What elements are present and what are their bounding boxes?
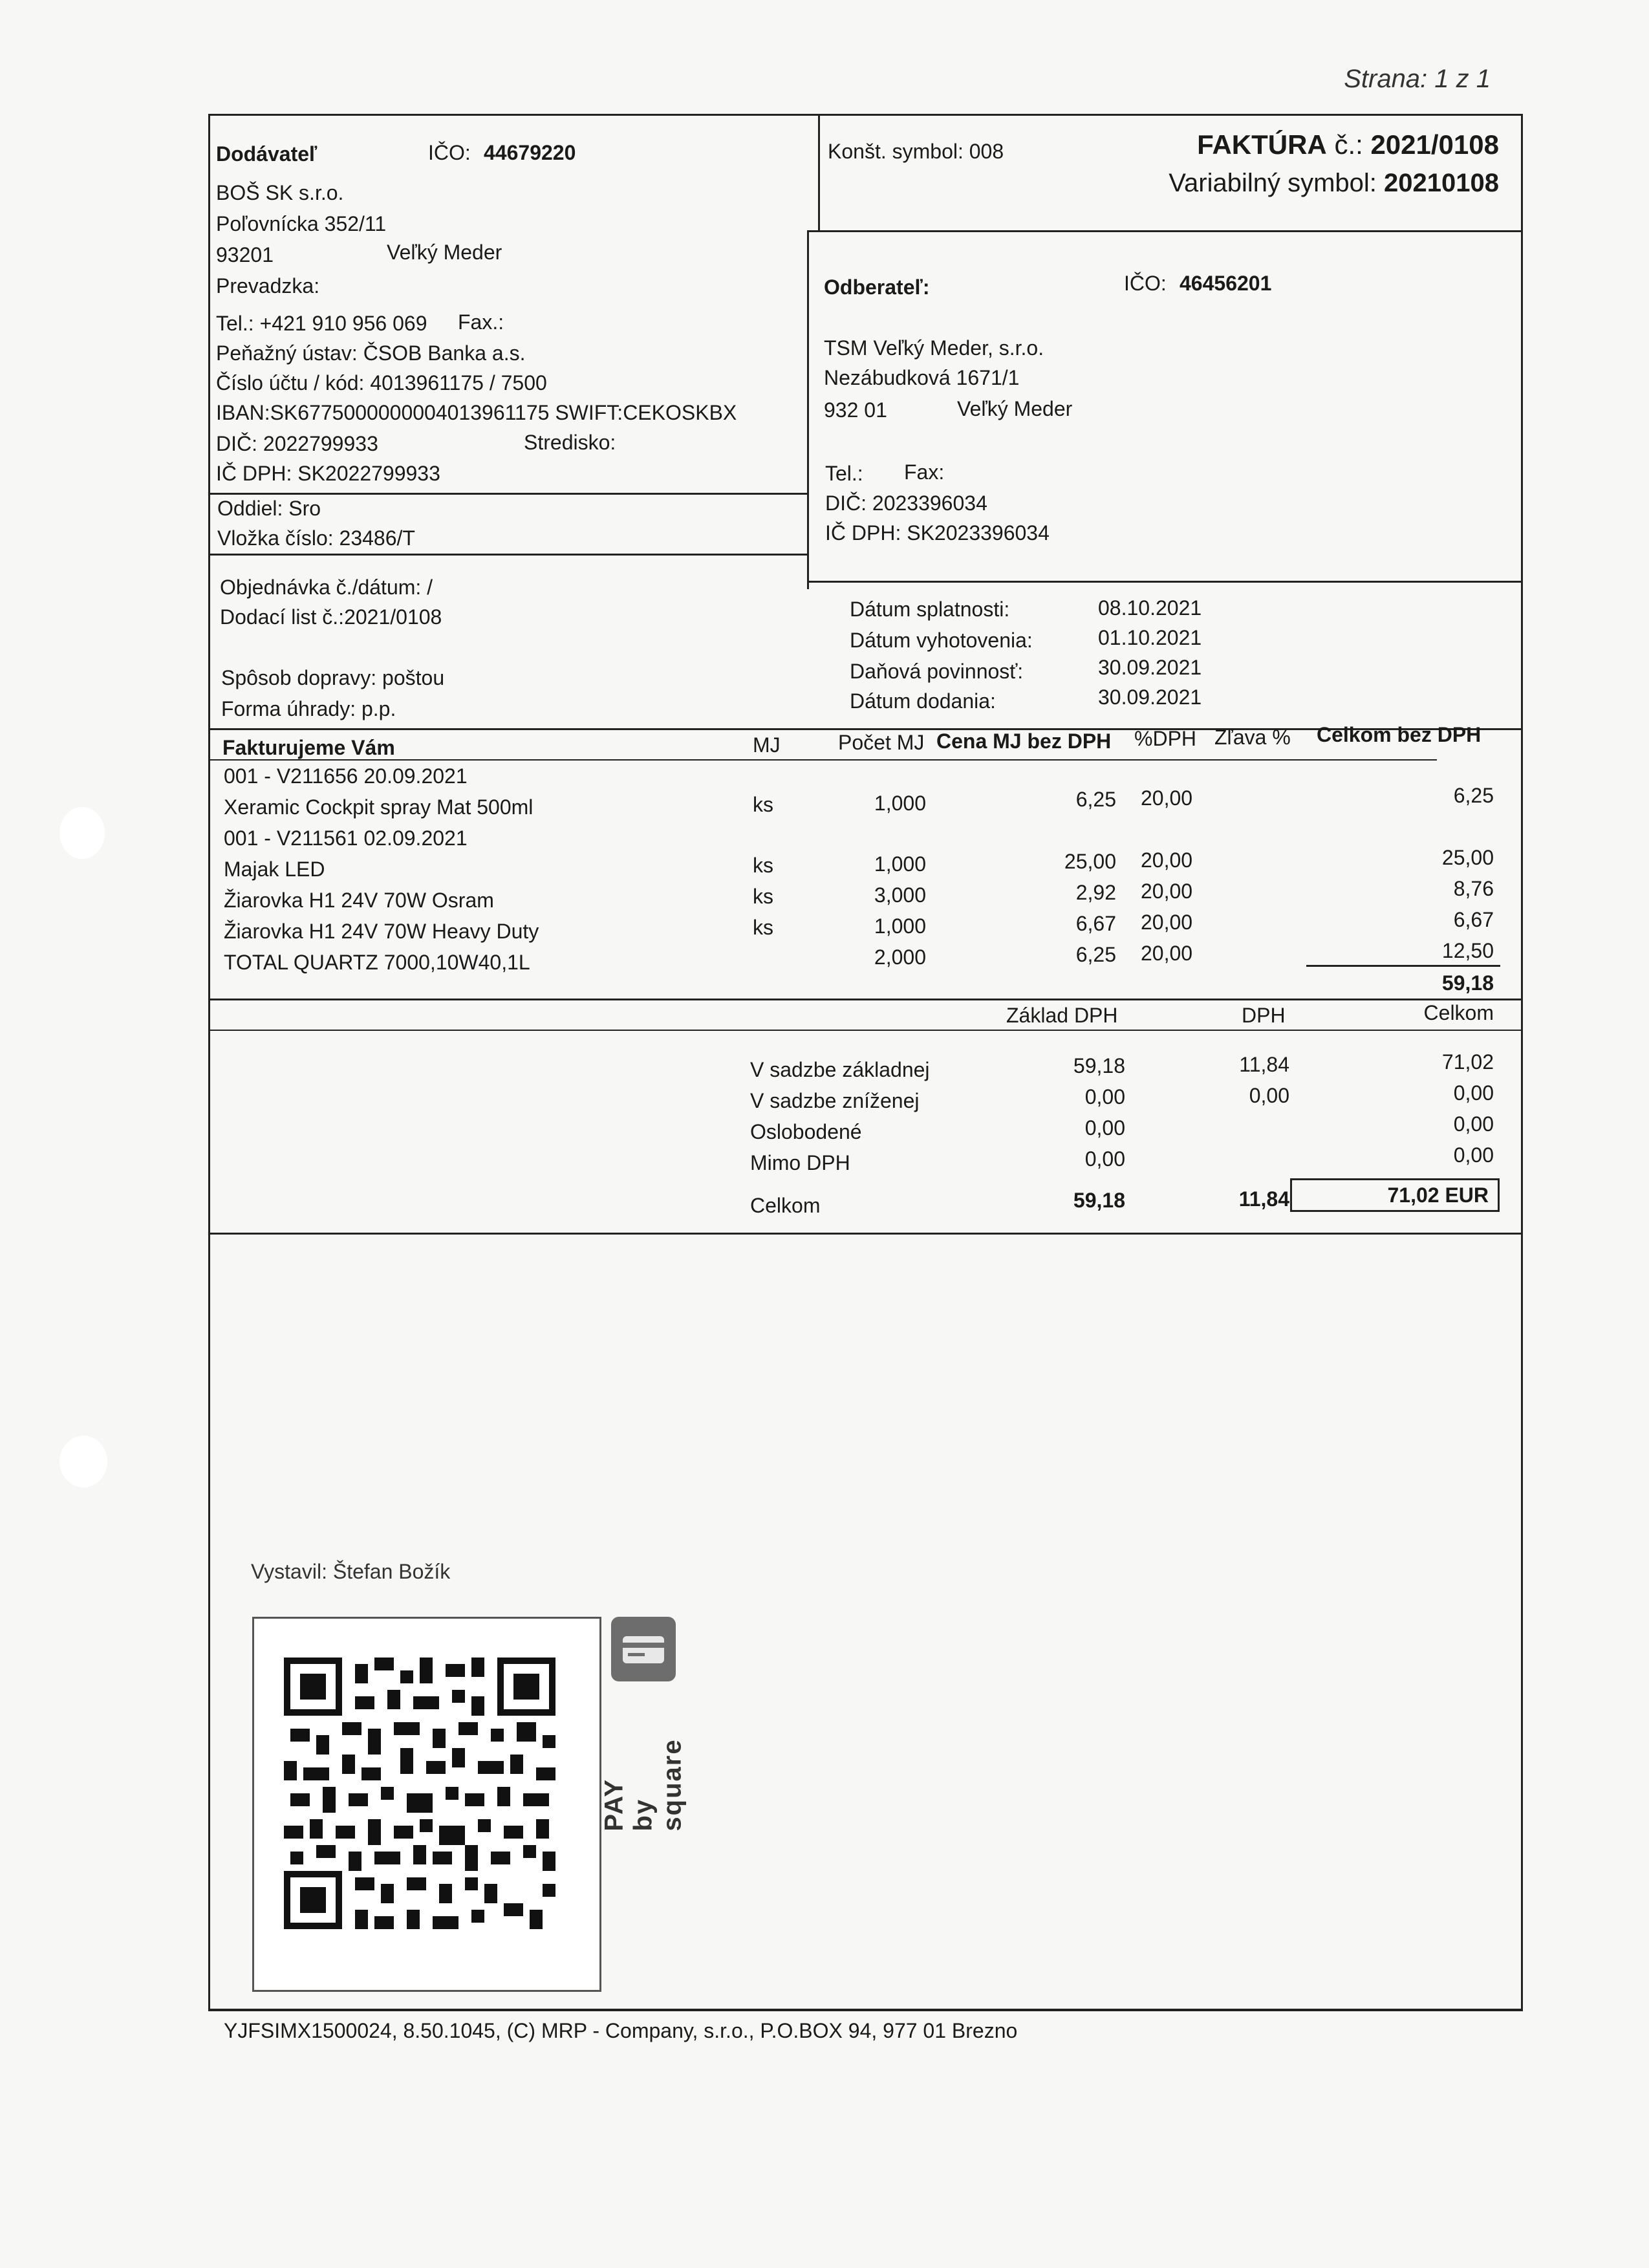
items-header-quantity: Počet MJ: [838, 731, 925, 754]
customer-ic-dph: IČ DPH: SK2023396034: [825, 521, 1050, 545]
item-quantity: 1,000: [874, 852, 926, 876]
customer-fax: Fax:: [904, 460, 945, 484]
customer-box-left: [807, 230, 809, 589]
item-price: 6,25: [1075, 943, 1116, 966]
pay-by-square-label: PAY by square: [599, 1738, 687, 1831]
vat-row-vat: 11,84: [1239, 1053, 1289, 1076]
items-header-price: Cena MJ bez DPH: [936, 729, 1112, 753]
date-value-issued: 01.10.2021: [1098, 626, 1202, 649]
supplier-ico-label: IČO:: [428, 141, 471, 164]
supplier-box-bottom: [208, 554, 807, 556]
item-price: 6,25: [1075, 788, 1116, 811]
item-unit: ks: [753, 854, 773, 877]
supplier-city: Veľký Meder: [387, 241, 502, 264]
item-desc: TOTAL QUARTZ 7000,10W40,1L: [224, 951, 530, 974]
customer-dic: DIČ: 2023396034: [825, 491, 987, 515]
payment-method: Forma úhrady: p.p.: [221, 697, 396, 720]
items-header-discount: Zľava %: [1214, 726, 1291, 749]
qr-code-icon: [277, 1651, 562, 1936]
item-desc: Žiarovka H1 24V 70W Osram: [224, 889, 494, 912]
vat-total-label: Celkom: [750, 1194, 821, 1217]
date-label-tax: Daňová povinnosť:: [850, 660, 1024, 683]
item-unit: ks: [753, 885, 773, 908]
item-unit: ks: [753, 916, 773, 939]
vat-total-vat: 11,84: [1238, 1187, 1289, 1211]
customer-ico: 46456201: [1180, 272, 1272, 295]
item-desc: 001 - V211561 02.09.2021: [224, 826, 468, 850]
vat-row-label: V sadzbe základnej: [750, 1058, 930, 1081]
item-unit: ks: [753, 793, 773, 816]
item-vat: 20,00: [1141, 880, 1193, 903]
date-value-due: 08.10.2021: [1098, 596, 1202, 620]
vat-row-base: 0,00: [1084, 1147, 1125, 1171]
item-quantity: 1,000: [874, 914, 926, 938]
vat-row-vat: 0,00: [1249, 1084, 1289, 1107]
variable-symbol: 20210108: [1384, 169, 1499, 197]
qr-frame: [252, 1617, 601, 1992]
customer-tel: Tel.:: [825, 462, 863, 485]
item-total: 12,50: [1441, 939, 1494, 962]
vat-row-total: 0,00: [1453, 1081, 1494, 1105]
item-desc: Majak LED: [224, 858, 325, 881]
supplier-zip: 93201: [216, 243, 274, 266]
supplier-street: Poľovnícka 352/11: [216, 212, 387, 235]
vat-row-total: 0,00: [1453, 1112, 1494, 1136]
vat-row-label: V sadzbe zníženej: [750, 1089, 920, 1112]
customer-box-top: [807, 230, 1523, 232]
page-indicator: Strana: 1 z 1: [1344, 65, 1491, 93]
supplier-insert: Vložka číslo: 23486/T: [217, 526, 415, 550]
supplier-registry-line: [208, 493, 807, 495]
invoice-number-label: č.:: [1334, 129, 1363, 160]
supplier-name: BOŠ SK s.r.o.: [216, 181, 344, 204]
date-label-delivery: Dátum dodania:: [850, 689, 996, 713]
items-header-vat: %DPH: [1134, 727, 1197, 750]
variable-symbol-line: [1169, 167, 1499, 199]
issued-by: Vystavil: Štefan Božík: [251, 1560, 451, 1583]
customer-street: Nezábudková 1671/1: [824, 366, 1020, 389]
item-quantity: 3,000: [874, 883, 926, 907]
items-header-total: Celkom bez DPH: [1317, 723, 1482, 746]
supplier-account: Číslo účtu / kód: 4013961175 / 7500: [216, 371, 547, 394]
vat-row-label: Oslobodené: [750, 1120, 862, 1143]
vat-row-total: 71,02: [1441, 1050, 1494, 1074]
date-value-tax: 30.09.2021: [1098, 656, 1202, 679]
punch-hole-bottom: [59, 1436, 107, 1487]
vat-row-base: 0,00: [1084, 1116, 1125, 1139]
customer-ico-label: IČO:: [1124, 272, 1167, 295]
vat-header-total: Celkom: [1423, 1001, 1494, 1024]
customer-heading: Odberateľ:: [824, 275, 930, 299]
variable-symbol-label: Variabilný symbol:: [1169, 169, 1377, 197]
items-sum-line: [1306, 965, 1500, 967]
item-vat: 20,00: [1141, 911, 1193, 934]
item-vat: 20,00: [1141, 848, 1193, 872]
date-label-due: Dátum splatnosti:: [850, 598, 1010, 621]
vat-row-base: 59,18: [1073, 1054, 1125, 1077]
supplier-heading: Dodávateľ: [216, 142, 318, 166]
vat-summary-header-line: [208, 1030, 1523, 1031]
item-desc: 001 - V211656 20.09.2021: [224, 764, 468, 788]
supplier-section: Oddiel: Sro: [217, 497, 321, 520]
vat-row-label: Mimo DPH: [750, 1151, 850, 1174]
date-value-delivery: 30.09.2021: [1098, 686, 1202, 709]
item-vat: 20,00: [1141, 942, 1193, 965]
supplier-dic: DIČ: 2022799933: [216, 432, 378, 455]
punch-hole-top: [59, 807, 105, 859]
items-sum: 59,18: [1441, 971, 1494, 995]
vat-total-base: 59,18: [1073, 1189, 1125, 1212]
supplier-fax: Fax.:: [458, 310, 504, 334]
order-reference: Objednávka č./dátum: /: [220, 576, 433, 599]
item-total: 6,67: [1453, 908, 1494, 931]
invoice-number: 2021/0108: [1370, 129, 1499, 160]
supplier-iban: IBAN:SK6775000000004013961175 SWIFT:CEKOSKBX: [216, 401, 737, 424]
supplier-center: Stredisko:: [524, 431, 616, 454]
item-quantity: 2,000: [874, 945, 926, 969]
item-quantity: 1,000: [874, 792, 926, 815]
items-header-unit: MJ: [753, 733, 781, 757]
payment-card-icon: [611, 1617, 676, 1681]
customer-box-bottom: [807, 581, 1523, 583]
qr-section-bottom: [208, 2009, 1523, 2011]
constant-symbol: Konšt. symbol: 008: [828, 140, 1004, 163]
delivery-note: Dodací list č.:2021/0108: [220, 605, 442, 629]
grand-total: 71,02 EUR: [1387, 1183, 1489, 1207]
item-desc: Žiarovka H1 24V 70W Heavy Duty: [224, 920, 539, 943]
customer-city: Veľký Meder: [957, 397, 1073, 420]
item-price: 25,00: [1064, 850, 1116, 873]
vat-header-vat: DPH: [1242, 1004, 1286, 1027]
vat-summary-bottom: [208, 1233, 1523, 1235]
item-price: 2,92: [1075, 881, 1116, 904]
item-price: 6,67: [1075, 912, 1116, 935]
supplier-ico: 44679220: [484, 141, 576, 164]
item-total: 25,00: [1441, 846, 1494, 869]
vat-header-base: Základ DPH: [1006, 1004, 1118, 1027]
pay-by-square-tag: [599, 1617, 687, 1895]
supplier-phone: Tel.: +421 910 956 069: [216, 312, 427, 335]
items-header-description: Fakturujeme Vám: [222, 736, 395, 759]
supplier-bank: Peňažný ústav: ČSOB Banka a.s.: [216, 341, 526, 365]
items-table-bottom: [208, 999, 1523, 1000]
transport-method: Spôsob dopravy: poštou: [221, 666, 445, 689]
item-vat: 20,00: [1141, 786, 1193, 810]
item-desc: Xeramic Cockpit spray Mat 500ml: [224, 795, 534, 819]
invoice-title-line: [1197, 128, 1499, 162]
customer-zip: 932 01: [824, 398, 887, 422]
customer-name: TSM Veľký Meder, s.r.o.: [824, 336, 1044, 360]
footer-software-info: YJFSIMX1500024, 8.50.1045, (C) MRP - Company, s.r.o., P.O.BOX 94, 977 01 Brezno: [224, 2019, 1018, 2042]
date-label-issued: Dátum vyhotovenia:: [850, 629, 1033, 652]
item-total: 6,25: [1453, 784, 1494, 807]
vat-row-total: 0,00: [1453, 1143, 1494, 1167]
vat-row-base: 0,00: [1084, 1085, 1125, 1108]
supplier-ic-dph: IČ DPH: SK2022799933: [216, 462, 440, 485]
item-total: 8,76: [1453, 877, 1494, 900]
supplier-branch: Prevadzka:: [216, 274, 320, 297]
invoice-title: FAKTÚRA: [1197, 129, 1327, 160]
header-divider-vertical: [818, 114, 820, 230]
